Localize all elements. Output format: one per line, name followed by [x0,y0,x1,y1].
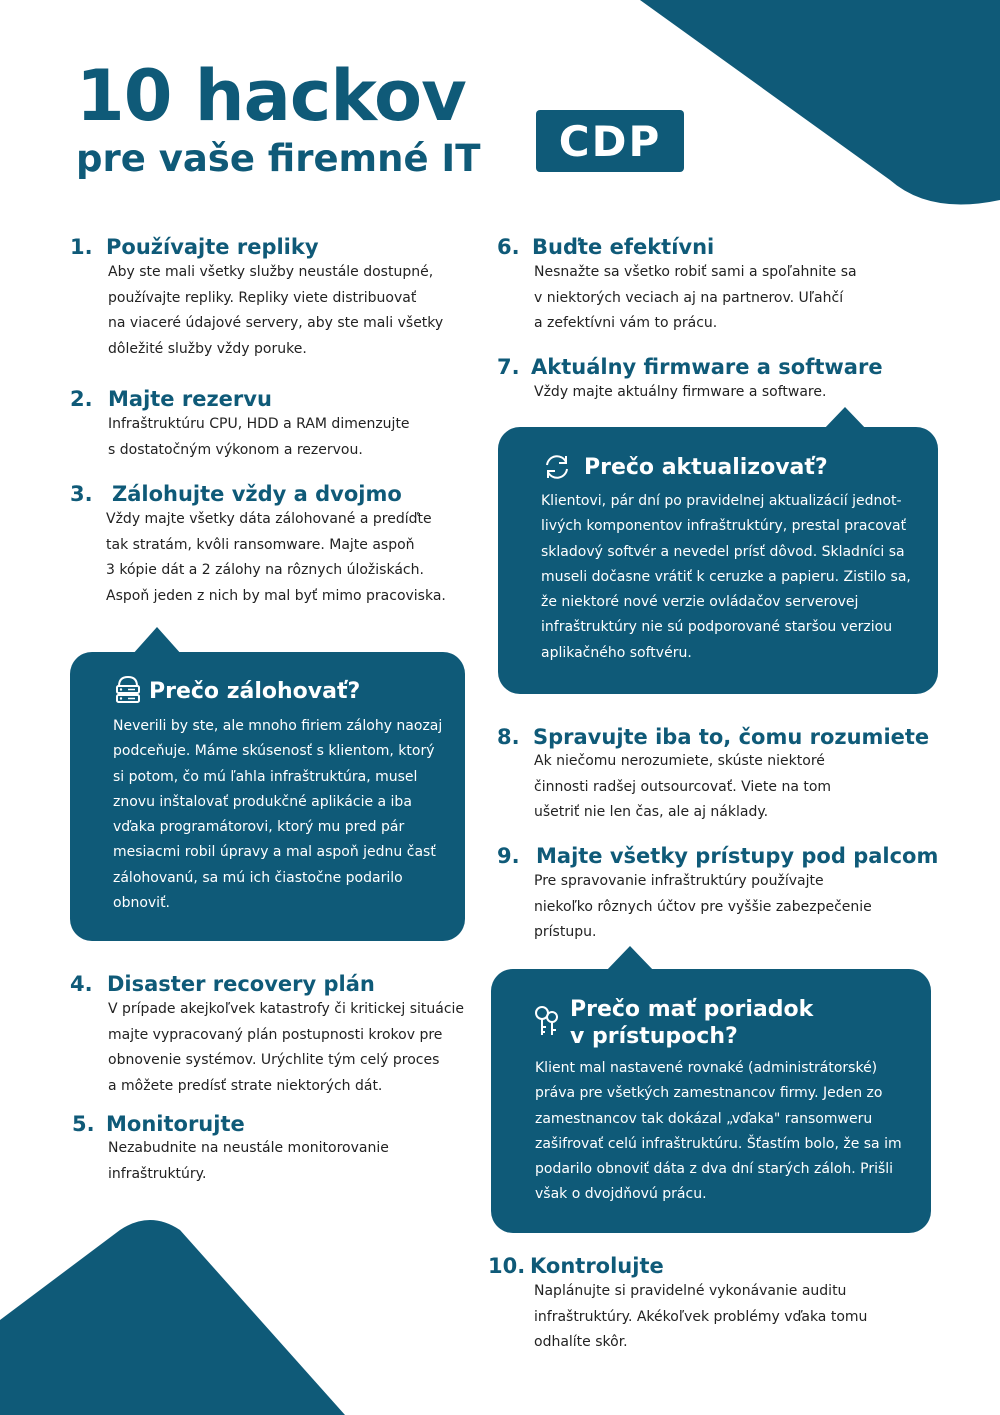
box-2-title: Prečo aktualizovať? [584,455,828,480]
refresh-icon [541,453,573,481]
top-right-corner-shape [640,0,1000,210]
box-1-title: Prečo zálohovať? [149,679,361,704]
section-3-number: 3. [70,482,93,506]
section-10-title: Kontrolujte [530,1254,664,1278]
server-cloud-icon [113,674,143,706]
section-10-body: Naplánujte si pravidelné vykonávanie auditu infraštruktúry. Akékoľvek problémy vďaka tomu odhalíte skôr. [534,1283,868,1350]
page-subtitle: pre vaše firemné IT [76,137,481,180]
section-6-title: Buďte efektívni [532,235,715,259]
section-2-title: Majte rezervu [108,387,272,411]
logo-text: CDP [558,117,662,166]
box-2-body: Klientovi, pár dní po pravidelnej aktualizácií jednot- livých komponentov infraštruktúry, prestal pracovať skladový softvér a nevedel prísť dôvod. Skladníci sa museli dočasne vrátiť k ceruzke a papieru. Zistilo sa, že niektoré nové verzie ovládačov serverovej infraštruktúry nie sú podporované staršou verziou aplikačného softvéru. [541,493,911,661]
section-4-title: Disaster recovery plán [107,972,375,996]
section-6-number: 6. [497,235,520,259]
section-5-body: Nezabudnite na neustále monitorovanie infraštruktúry. [108,1140,389,1182]
section-3-body: Vždy majte všetky dáta zálohované a predíďte tak stratám, kvôli ransomware. Majte aspoň 3 kópie dát a 2 zálohy na rôznych úložiskách. Aspoň jeden z nich by mal byť mimo pracoviska. [106,511,446,604]
section-4-number: 4. [70,972,93,996]
section-2-number: 2. [70,387,93,411]
section-1-body: Aby ste mali všetky služby neustále dostupné, používajte repliky. Repliky viete distribuovať na viaceré údajové servery, aby ste mali všetky dôležité služby vždy poruke. [108,264,444,357]
section-10-number: 10. [488,1254,526,1278]
box-3-title-line-1: Prečo mať poriadok [570,997,814,1022]
section-9-title: Majte všetky prístupy pod palcom [536,844,939,868]
section-5-title: Monitorujte [106,1112,245,1136]
section-1-number: 1. [70,235,93,259]
section-9-number: 9. [497,844,520,868]
section-7-body: Vždy majte aktuálny firmware a software. [534,384,827,400]
section-9-body: Pre spravovanie infraštruktúry používajte niekoľko rôznych účtov pre vyššie zabezpečenie prístupu. [534,873,872,940]
section-6-body: Nesnažte sa všetko robiť sami a spoľahnite sa v niektorých veciach aj na partnerov. Uľahčí a zefektívni vám to prácu. [534,264,857,331]
section-7-title: Aktuálny firmware a software [531,355,883,379]
cdp-logo [536,110,684,172]
box-1-body: Neverili by ste, ale mnoho firiem zálohy naozaj podceňuje. Máme skúsenosť s klientom, ktorý si potom, čo mú ľahla infraštruktúra, musel znovu inštalovať produkčné aplikácie a iba vďaka programátorovi, ktorý mu pred pár mesiacmi robil úpravy a mal aspoň jednu časť zálohovanú, sa mú ich čiastočne podarilo obnoviť. [113,718,443,912]
section-8-body: Ak niečomu nerozumiete, skúste niektoré činnosti radšej outsourcovať. Viete na tom ušetriť nie len čas, ale aj náklady. [534,753,832,820]
section-8-title: Spravujte iba to, čomu rozumiete [533,725,930,749]
section-5-number: 5. [72,1112,95,1136]
section-2-body: Infraštruktúru CPU, HDD a RAM dimenzujte s dostatočným výkonom a rezervou. [108,416,410,458]
bottom-left-corner-shape [0,1210,350,1415]
section-3-title: Zálohujte vždy a dvojmo [112,482,402,506]
page-title: 10 hackov [76,55,466,137]
section-7-number: 7. [497,355,520,379]
keys-icon [530,1004,562,1038]
section-8-number: 8. [497,725,520,749]
section-4-body: V prípade akejkoľvek katastrofy či kritickej situácie majte vypracovaný plán postupnosti krokov pre obnovenie systémov. Urýchlite tým celý proces a môžete predísť strate niektorých dát. [108,1001,465,1094]
box-1-pointer [132,627,182,655]
box-3-body: Klient mal nastavené rovnaké (administrátorské) práva pre všetkých zamestnancov firmy. Jeden zo zamestnancov tak dokázal „vďaka" ransomweru zašifrovať celú infraštruktúru. Šťastím bolo, že sa im podarilo obnoviť dáta z dva dní starých záloh. Prišli však o dvojdňovú prácu. [535,1060,902,1203]
box-3-title-line-2: v prístupoch? [570,1024,738,1049]
section-1-title: Používajte repliky [106,235,319,259]
